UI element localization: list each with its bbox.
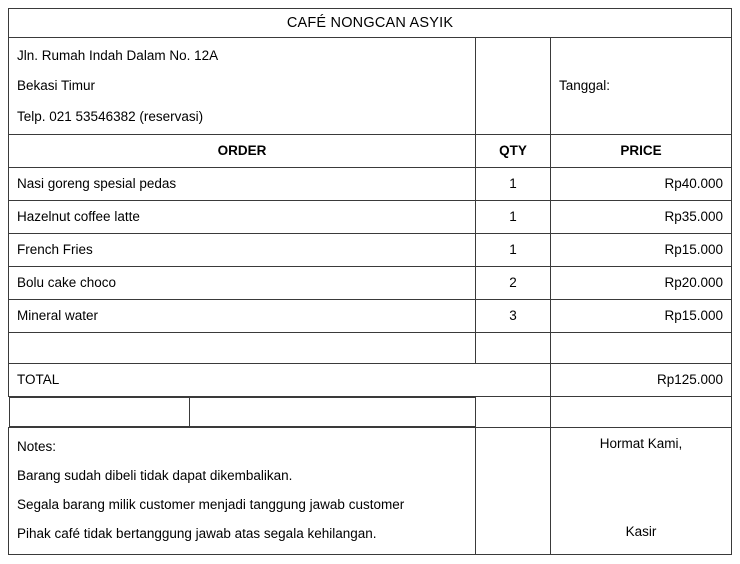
- date-field[interactable]: [551, 38, 732, 135]
- spacer-row: [9, 397, 732, 428]
- notes-line-1: Barang sudah dibeli tidak dapat dikembalikan.: [17, 467, 293, 483]
- table-row: [9, 201, 732, 234]
- blank-qty: [476, 333, 551, 364]
- item-name: Hazelnut coffee latte: [9, 201, 476, 234]
- blank-price: [551, 333, 732, 364]
- blank-row: [9, 333, 732, 364]
- item-name: French Fries: [9, 234, 476, 267]
- item-name: Mineral water: [9, 300, 476, 333]
- total-value: Rp125.000: [551, 364, 732, 397]
- spacer-price-cell: [551, 397, 732, 428]
- item-price: Rp40.000: [551, 168, 732, 201]
- item-price: Rp15.000: [551, 300, 732, 333]
- spacer-qty-cell: [476, 397, 551, 428]
- signature-greeting: Hormat Kami,: [599, 436, 683, 451]
- signature-cell: [551, 428, 732, 555]
- notes-row-qty-spacer: [476, 428, 551, 555]
- spacer-right-cell: [189, 398, 475, 427]
- table-row: [9, 234, 732, 267]
- item-qty: 2: [476, 267, 551, 300]
- business-title: CAFÉ NONGCAN ASYIK: [9, 9, 732, 38]
- address-row-qty-spacer: [476, 38, 551, 135]
- item-qty: 1: [476, 201, 551, 234]
- address-row: [9, 38, 732, 135]
- table-row: [9, 267, 732, 300]
- notes-line-2: Segala barang milik customer menjadi tanggung jawab customer: [17, 496, 405, 512]
- item-qty: 1: [476, 168, 551, 201]
- spacer-split-table: [9, 397, 476, 427]
- notes-row: [9, 428, 732, 555]
- item-qty: 1: [476, 234, 551, 267]
- item-price: Rp35.000: [551, 201, 732, 234]
- receipt-table: [8, 8, 732, 555]
- notes-cell: [9, 428, 476, 555]
- title-row: [9, 9, 732, 38]
- table-row: [9, 300, 732, 333]
- spacer-left-cell: [9, 398, 189, 427]
- address-line-3: Telp. 021 53546382 (reservasi): [17, 108, 204, 124]
- signature-block: [559, 428, 723, 554]
- table-row: [9, 168, 732, 201]
- address-cell: [9, 38, 476, 135]
- address-line-2: Bekasi Timur: [17, 78, 96, 94]
- item-qty: 3: [476, 300, 551, 333]
- header-qty: QTY: [476, 135, 551, 168]
- total-row: [9, 364, 732, 397]
- header-order: ORDER: [9, 135, 476, 168]
- spacer-order-cell: [9, 397, 476, 428]
- header-price: PRICE: [551, 135, 732, 168]
- notes-lines: [17, 428, 467, 554]
- signature-role: Kasir: [625, 524, 657, 540]
- column-header-row: [9, 135, 732, 168]
- notes-line-3: Pihak café tidak bertanggung jawab atas segala kehilangan.: [17, 525, 377, 541]
- address-line-1: Jln. Rumah Indah Dalam No. 12A: [17, 47, 219, 63]
- date-label: Tanggal:: [559, 78, 611, 94]
- total-label: TOTAL: [9, 364, 551, 397]
- blank-name: [9, 333, 476, 364]
- item-name: Bolu cake choco: [9, 267, 476, 300]
- item-price: Rp15.000: [551, 234, 732, 267]
- item-price: Rp20.000: [551, 267, 732, 300]
- address-lines: [17, 38, 467, 134]
- notes-heading: Notes:: [17, 438, 57, 454]
- item-name: Nasi goreng spesial pedas: [9, 168, 476, 201]
